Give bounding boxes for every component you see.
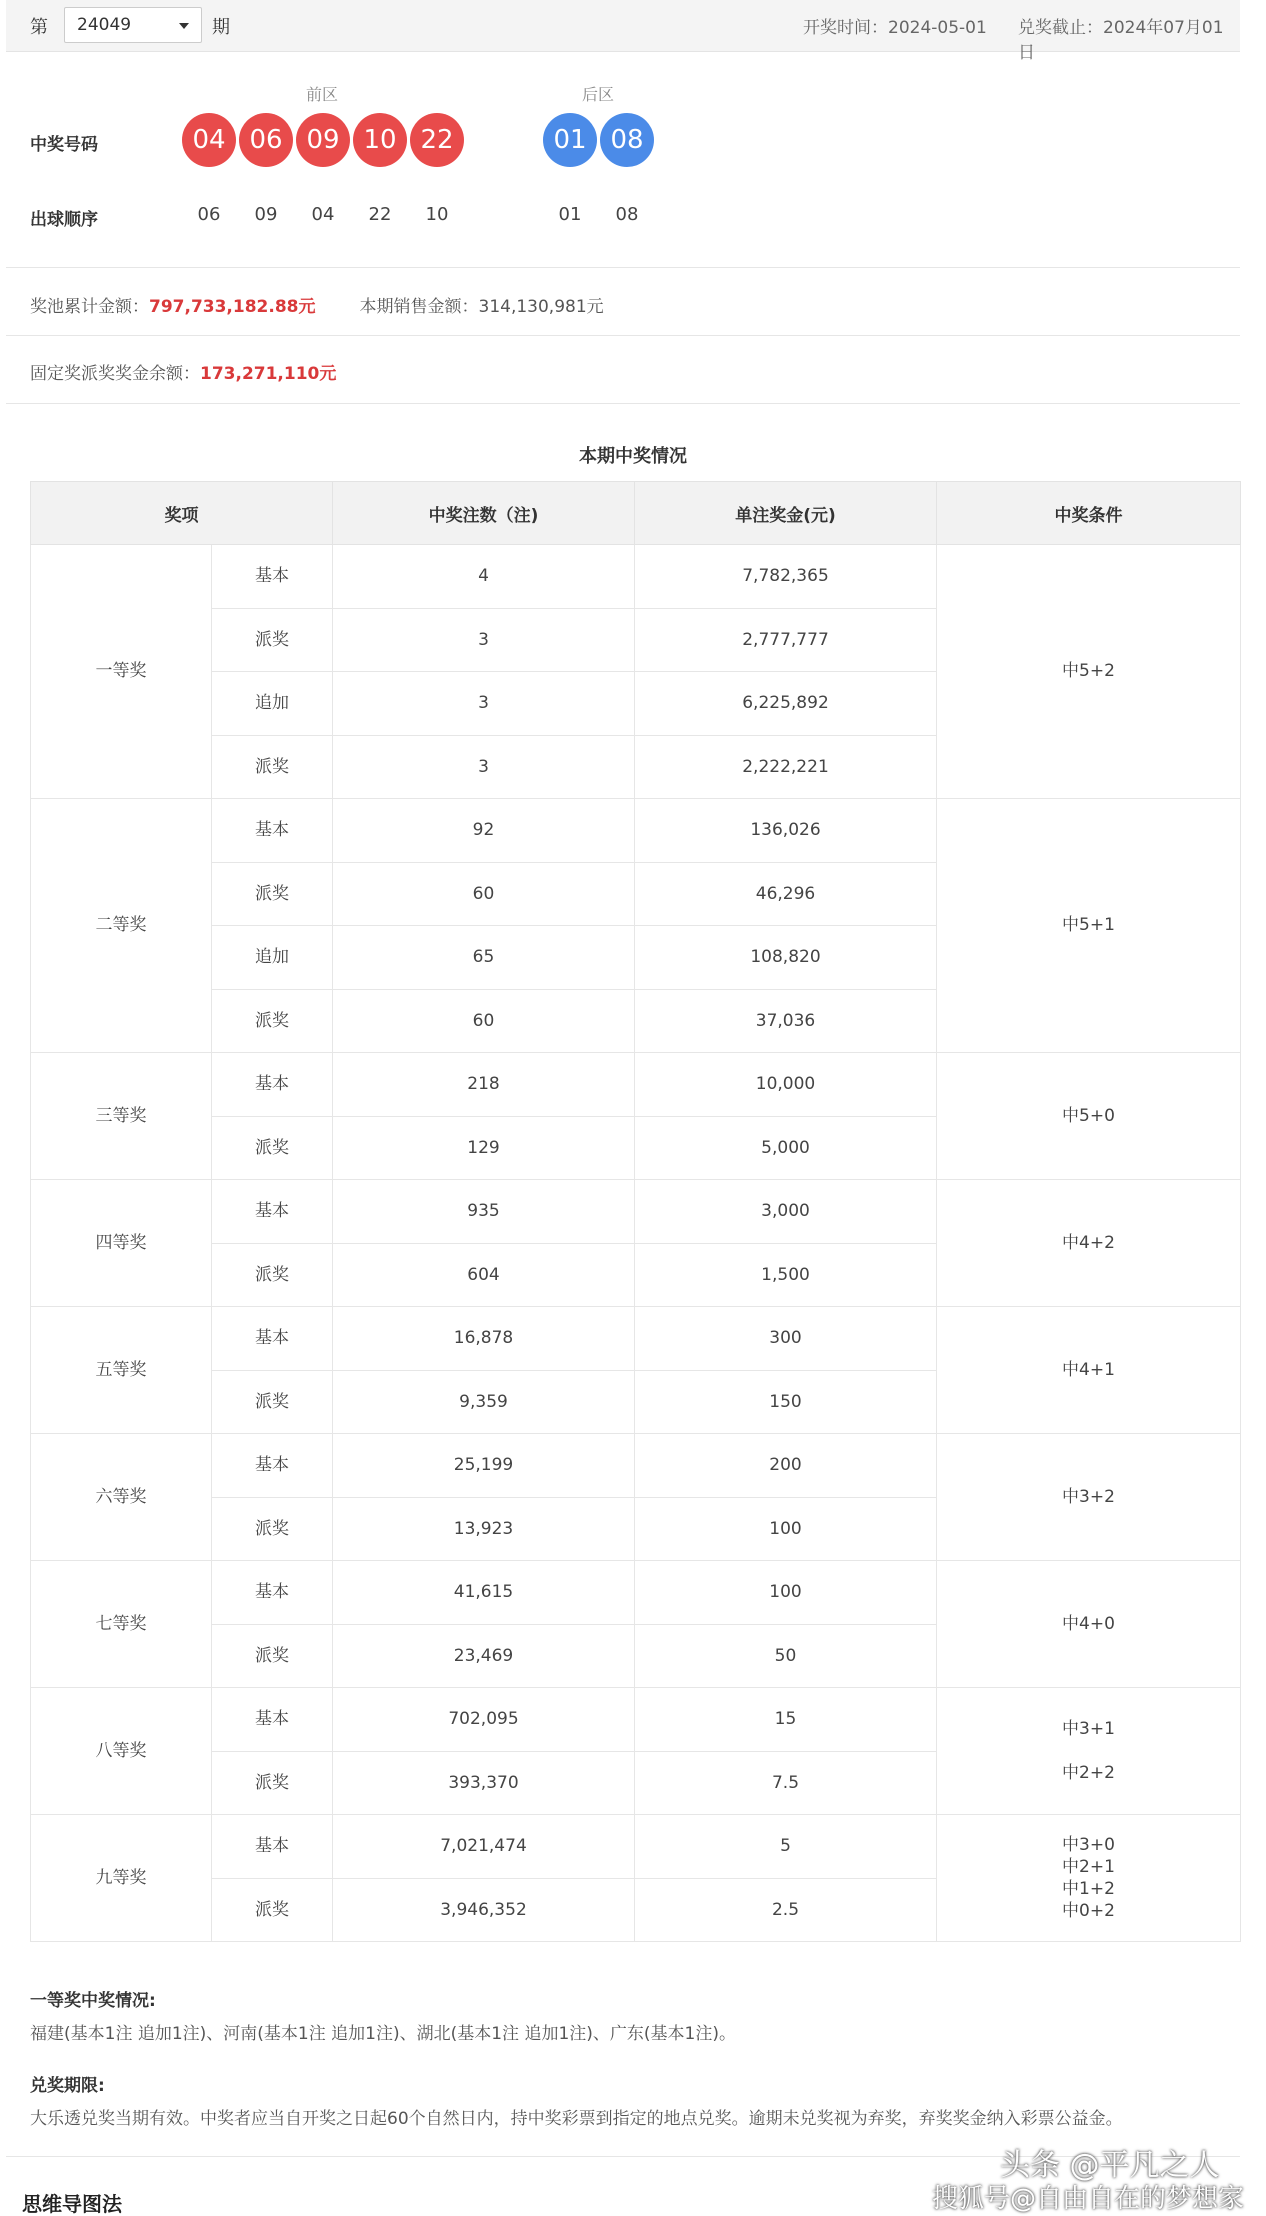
back-ball: 08 — [600, 113, 654, 167]
winner-count-cell: 604 — [333, 1243, 635, 1307]
prize-amount-cell: 136,026 — [635, 799, 937, 863]
prize-amount-cell: 10,000 — [635, 1053, 937, 1117]
prize-type-cell: 派奖 — [212, 1116, 333, 1180]
winner-count-cell: 25,199 — [333, 1434, 635, 1498]
win-condition-cell: 中3+2 — [937, 1434, 1241, 1561]
prize-type-cell: 派奖 — [212, 1624, 333, 1688]
prize-level-cell: 五等奖 — [31, 1307, 212, 1434]
winner-count-cell: 3 — [333, 672, 635, 736]
table-row — [31, 1180, 1241, 1244]
winner-count-cell: 3 — [333, 735, 635, 799]
prize-type-cell: 派奖 — [212, 1751, 333, 1815]
winner-count-cell: 393,370 — [333, 1751, 635, 1815]
watermark-toutiao: 头条 @平凡之人 — [1000, 2148, 1220, 2183]
prize-amount-cell: 200 — [635, 1434, 937, 1498]
table-row — [31, 545, 1241, 609]
issue-suffix: 期 — [212, 17, 230, 38]
prize-amount-cell: 7,782,365 — [635, 545, 937, 609]
first-prize-notes-text: 福建(基本1注 追加1注)、河南(基本1注 追加1注)、湖北(基本1注 追加1注)、广东(基本1注)。 — [30, 2024, 736, 2044]
prize-level-cell: 一等奖 — [31, 545, 212, 799]
fixed-prize-amount: 173,271,110元 — [200, 364, 337, 384]
divider — [6, 403, 1240, 404]
winner-count-cell: 129 — [333, 1116, 635, 1180]
prize-type-cell: 基本 — [212, 545, 333, 609]
header-prize-level: 奖项 — [31, 482, 333, 545]
prize-type-cell: 派奖 — [212, 1878, 333, 1942]
table-row — [31, 1053, 1241, 1117]
table-row — [31, 1688, 1241, 1752]
prize-amount-cell: 5,000 — [635, 1116, 937, 1180]
issue-select-value: 24049 — [77, 15, 132, 35]
prize-amount-cell: 3,000 — [635, 1180, 937, 1244]
front-zone-label: 前区 — [306, 85, 339, 104]
prize-type-cell: 基本 — [212, 1434, 333, 1498]
prize-amount-cell: 2,222,221 — [635, 735, 937, 799]
prize-type-cell: 追加 — [212, 926, 333, 990]
winner-count-cell: 23,469 — [333, 1624, 635, 1688]
pool-amount: 797,733,182.88元 — [149, 297, 316, 317]
prize-amount-cell: 46,296 — [635, 862, 937, 926]
prize-level-cell: 三等奖 — [31, 1053, 212, 1180]
win-condition-cell: 中5+0 — [937, 1053, 1241, 1180]
winner-count-cell: 41,615 — [333, 1561, 635, 1625]
prize-level-cell: 七等奖 — [31, 1561, 212, 1688]
issue-prefix: 第 — [30, 17, 48, 38]
back-ball: 01 — [543, 113, 597, 167]
prize-amount-cell: 1,500 — [635, 1243, 937, 1307]
prize-type-cell: 派奖 — [212, 1370, 333, 1434]
prize-type-cell: 派奖 — [212, 989, 333, 1053]
issue-select[interactable] — [64, 7, 202, 43]
winner-count-cell: 16,878 — [333, 1307, 635, 1371]
prize-amount-cell: 108,820 — [635, 926, 937, 990]
winner-count-cell: 60 — [333, 862, 635, 926]
prize-amount-cell: 2.5 — [635, 1878, 937, 1942]
winner-count-cell: 935 — [333, 1180, 635, 1244]
winner-count-cell: 218 — [333, 1053, 635, 1117]
prize-type-cell: 追加 — [212, 672, 333, 736]
draw-order-label: 出球顺序 — [30, 210, 98, 230]
divider — [6, 267, 1240, 268]
header-prize-amount: 单注奖金(元) — [635, 482, 937, 545]
winner-count-cell: 9,359 — [333, 1370, 635, 1434]
winning-numbers-label: 中奖号码 — [30, 135, 98, 155]
fixed-prize-label: 固定奖派奖奖金余额： — [30, 364, 200, 384]
prize-amount-cell: 50 — [635, 1624, 937, 1688]
prize-amount-cell: 300 — [635, 1307, 937, 1371]
pool-info — [30, 292, 604, 317]
back-order-number: 08 — [615, 204, 639, 225]
winner-count-cell: 4 — [333, 545, 635, 609]
issue-bar — [6, 0, 1240, 63]
prize-type-cell: 基本 — [212, 1053, 333, 1117]
win-condition-cell: 中3+0 中2+1 中1+2 中0+2 — [937, 1815, 1241, 1942]
front-order-number: 10 — [425, 204, 449, 225]
prize-amount-cell: 37,036 — [635, 989, 937, 1053]
winner-count-cell: 92 — [333, 799, 635, 863]
table-row — [31, 799, 1241, 863]
front-ball: 04 — [182, 113, 236, 167]
winner-count-cell: 60 — [333, 989, 635, 1053]
front-ball: 10 — [353, 113, 407, 167]
prize-amount-cell: 2,777,777 — [635, 608, 937, 672]
prize-type-cell: 基本 — [212, 1180, 333, 1244]
table-row — [31, 1815, 1241, 1879]
prize-amount-cell: 6,225,892 — [635, 672, 937, 736]
back-order-number: 01 — [558, 204, 582, 225]
prize-amount-cell: 5 — [635, 1815, 937, 1879]
claim-deadline: 兑奖截止：2024年07月01日 — [1018, 18, 1224, 63]
front-order-number: 22 — [368, 204, 392, 225]
prize-level-cell: 二等奖 — [31, 799, 212, 1053]
win-condition-cell: 中4+0 — [937, 1561, 1241, 1688]
prize-type-cell: 派奖 — [212, 1243, 333, 1307]
back-zone-label: 后区 — [582, 85, 615, 104]
prize-type-cell: 基本 — [212, 1688, 333, 1752]
sales-label: 本期销售金额： — [359, 297, 479, 317]
header-win-condition: 中奖条件 — [937, 482, 1241, 545]
winner-count-cell: 702,095 — [333, 1688, 635, 1752]
table-row — [31, 1434, 1241, 1498]
front-ball: 22 — [410, 113, 464, 167]
prize-type-cell: 基本 — [212, 1307, 333, 1371]
win-condition-cell: 中3+1 中2+2 — [937, 1688, 1241, 1815]
header-winner-count: 中奖注数（注) — [333, 482, 635, 545]
front-order-number: 06 — [197, 204, 221, 225]
prize-type-cell: 派奖 — [212, 735, 333, 799]
claim-deadline-notes-text: 大乐透兑奖当期有效。中奖者应当自开奖之日起60个自然日内，持中奖彩票到指定的地点兑奖。逾期未兑奖视为弃奖，弃奖奖金纳入彩票公益金。 — [30, 2109, 1123, 2129]
prize-type-cell: 基本 — [212, 799, 333, 863]
winner-count-cell: 3 — [333, 608, 635, 672]
next-section-title: 思维导图法 — [22, 2192, 122, 2216]
claim-deadline-notes-title: 兑奖期限: — [30, 2076, 105, 2096]
prize-type-cell: 基本 — [212, 1815, 333, 1879]
prize-level-cell: 六等奖 — [31, 1434, 212, 1561]
prize-amount-cell: 7.5 — [635, 1751, 937, 1815]
prize-level-cell: 四等奖 — [31, 1180, 212, 1307]
pool-label: 奖池累计金额： — [30, 297, 149, 317]
front-order-number: 04 — [311, 204, 335, 225]
table-row — [31, 1307, 1241, 1371]
prize-type-cell: 基本 — [212, 1561, 333, 1625]
table-row — [31, 1561, 1241, 1625]
first-prize-notes-title: 一等奖中奖情况: — [30, 1991, 156, 2011]
winner-count-cell: 3,946,352 — [333, 1878, 635, 1942]
prize-amount-cell: 100 — [635, 1561, 937, 1625]
first-prize-notes — [30, 1986, 1220, 2044]
prize-amount-cell: 100 — [635, 1497, 937, 1561]
winner-count-cell: 13,923 — [333, 1497, 635, 1561]
win-condition-cell: 中4+1 — [937, 1307, 1241, 1434]
win-condition-cell: 中5+2 — [937, 545, 1241, 799]
prize-amount-cell: 150 — [635, 1370, 937, 1434]
chevron-down-icon — [179, 23, 189, 29]
win-condition-cell: 中5+1 — [937, 799, 1241, 1053]
prize-type-cell: 派奖 — [212, 862, 333, 926]
prize-type-cell: 派奖 — [212, 608, 333, 672]
prize-type-cell: 派奖 — [212, 1497, 333, 1561]
prize-amount-cell: 15 — [635, 1688, 937, 1752]
winner-count-cell: 7,021,474 — [333, 1815, 635, 1879]
draw-time: 开奖时间：2024-05-01 — [803, 18, 987, 38]
front-order-number: 09 — [254, 204, 278, 225]
watermark-sohu: 搜狐号@自由自在的梦想家 — [932, 2184, 1245, 2214]
prize-level-cell: 九等奖 — [31, 1815, 212, 1942]
prize-table — [30, 481, 1241, 1942]
claim-deadline-notes — [30, 2071, 1220, 2129]
divider — [6, 335, 1240, 336]
win-condition-cell: 中4+2 — [937, 1180, 1241, 1307]
front-ball: 09 — [296, 113, 350, 167]
winner-count-cell: 65 — [333, 926, 635, 990]
fixed-prize-info — [30, 359, 336, 384]
prize-level-cell: 八等奖 — [31, 1688, 212, 1815]
table-header-row — [31, 482, 1241, 545]
sales-amount: 314,130,981元 — [478, 297, 604, 317]
prize-table-title: 本期中奖情况 — [579, 446, 687, 467]
front-ball: 06 — [239, 113, 293, 167]
